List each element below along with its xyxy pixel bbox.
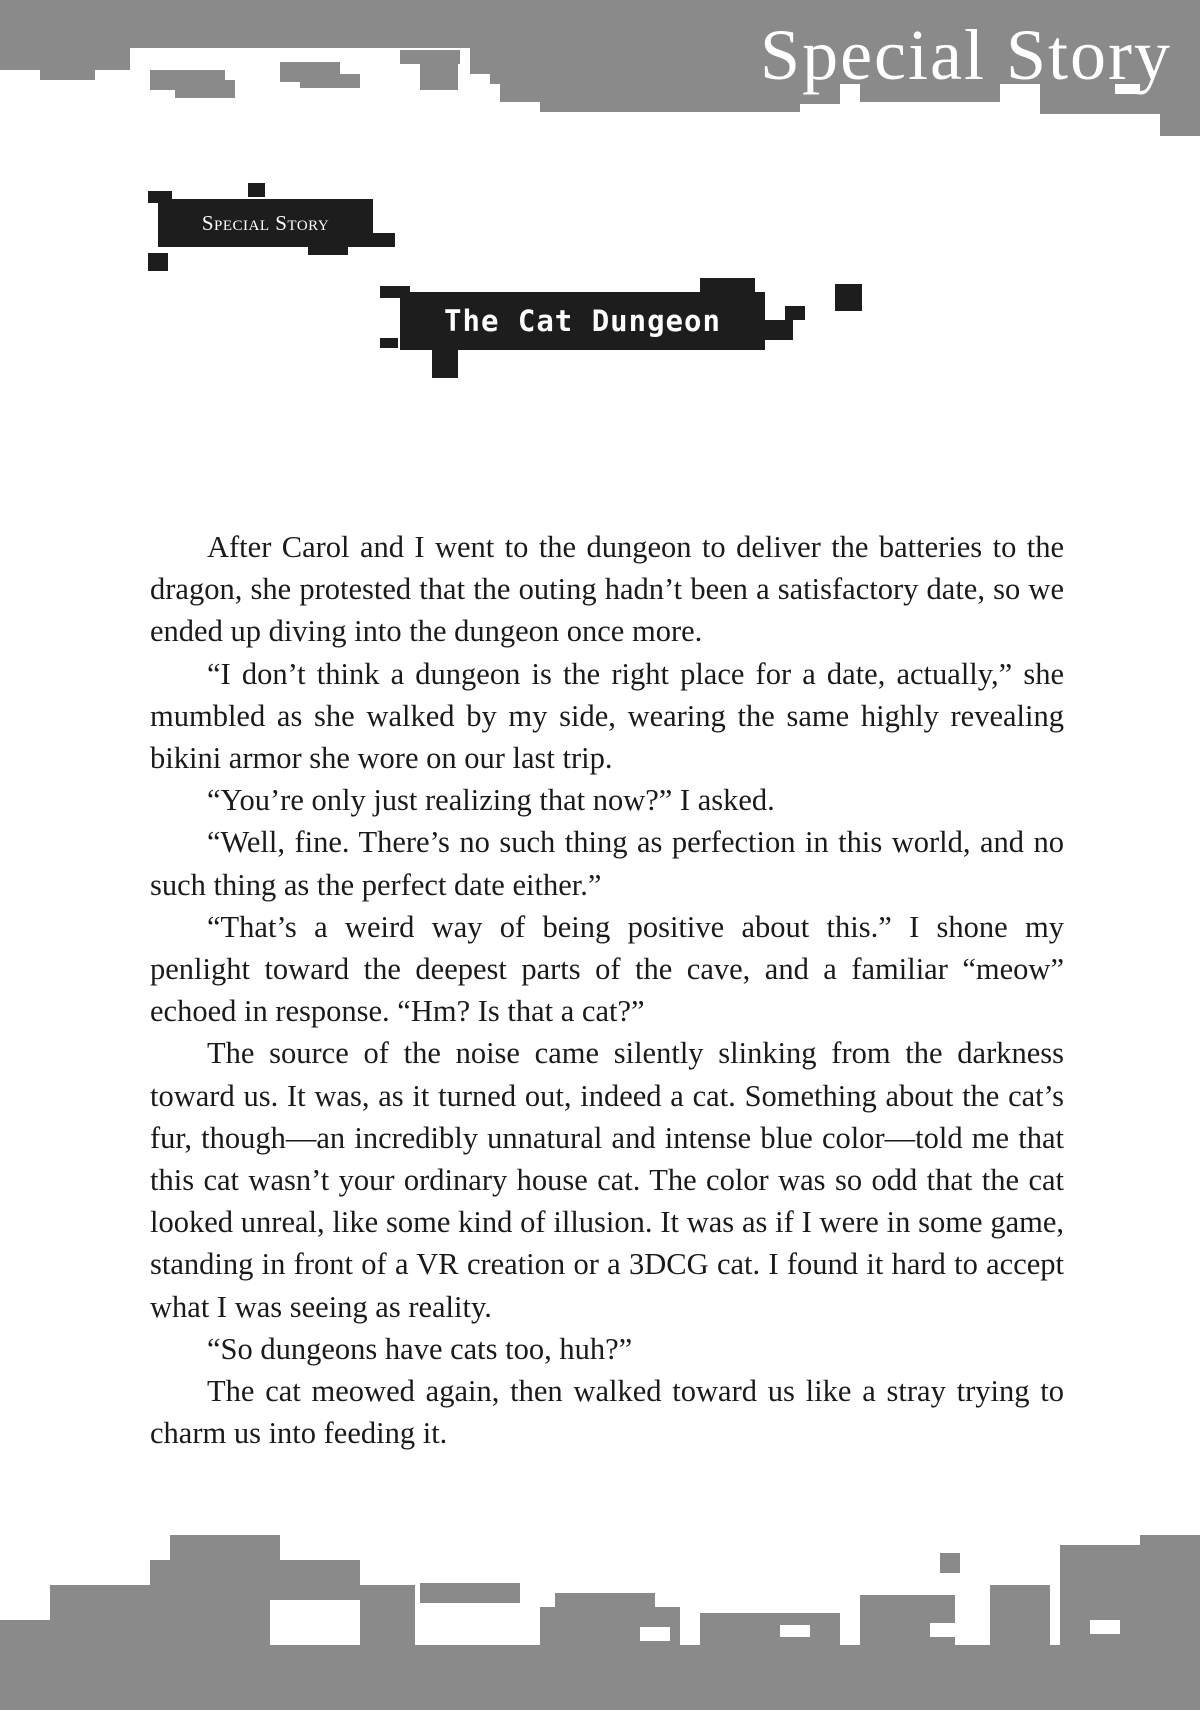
paragraph: The source of the noise came silently slinking from the darkness toward us. It was, as it turned out, indeed a cat. Something about the cat’s fur, though—an incredibly unnatural and intense blue color—told me that this cat wasn’t your ordinary house cat. The color was so odd that the cat looked unreal, like some kind of illusion. It was as if I were in some game, standing in front of a VR creation or a 3DCG cat. I found it hard to accept what I was seeing as reality. [150, 1036, 1064, 1324]
title-pixel [835, 284, 862, 311]
paragraph: “So dungeons have cats too, huh?” [207, 1331, 633, 1366]
label-pixel [308, 247, 348, 255]
bottom-pixel-band [0, 1535, 1200, 1710]
section-label-text: Special Story [158, 199, 373, 247]
paragraph: The cat meowed again, then walked toward us like a stray trying to charm us into feeding it. [150, 1374, 1064, 1451]
title-pixel [785, 306, 805, 320]
paragraph: “I don’t think a dungeon is the right place for a date, actually,” she mumbled as she walked by my side, wearing the same highly revealing bikini armor she wore on our last trip. [150, 656, 1064, 776]
label-pixel [248, 183, 265, 197]
paragraph: “Well, fine. There’s no such thing as perfection in this world, and no such thing as the perfect date either.” [150, 825, 1064, 902]
title-pixel [380, 338, 398, 348]
paragraph: “That’s a weird way of being positive about this.” I shone my penlight toward the deepest parts of the cave, and a familiar “meow” echoed in response. “Hm? Is that a cat?” [150, 909, 1064, 1029]
story-body [150, 526, 1064, 1454]
title-pixel [765, 320, 793, 340]
title-pixel [432, 350, 458, 378]
label-pixel [373, 233, 395, 247]
label-pixel [148, 253, 168, 271]
title-pixel [700, 278, 755, 292]
chapter-title: The Cat Dungeon [400, 292, 765, 350]
chapter-title-block [380, 278, 880, 388]
section-label [148, 183, 408, 273]
paragraph: After Carol and I went to the dungeon to deliver the batteries to the dragon, she protested that the outing hadn’t been a satisfactory date, so we ended up diving into the dungeon once more. [150, 530, 1064, 649]
paragraph: “You’re only just realizing that now?” I asked. [207, 783, 775, 818]
header-title: Special Story [760, 15, 1172, 95]
